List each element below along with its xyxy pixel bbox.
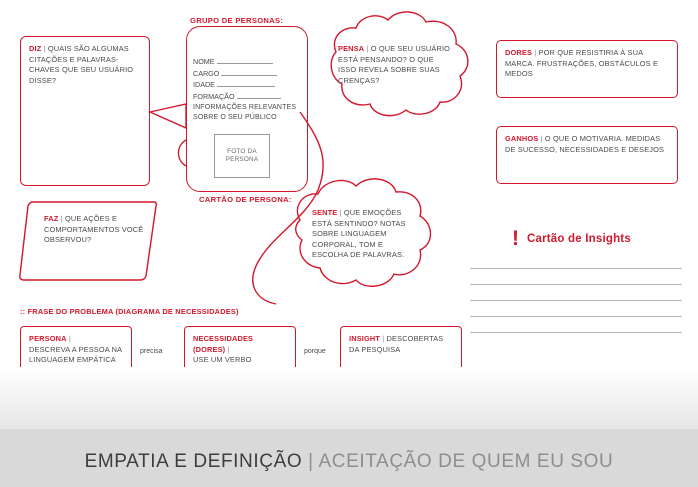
field-rule <box>237 91 281 99</box>
block-dores <box>496 40 678 98</box>
problem-necessidades-text <box>193 334 287 366</box>
insights-header <box>512 228 688 249</box>
block-sente-text <box>312 208 416 261</box>
block-ganhos <box>496 126 678 184</box>
insights-title: Cartão de Insights <box>527 232 631 245</box>
block-ganhos-text <box>505 134 669 155</box>
field-rule <box>217 79 275 87</box>
block-ganhos-lead: GANHOS <box>505 134 539 143</box>
block-faz-text <box>44 214 144 246</box>
footer-title-bar: | <box>308 451 314 472</box>
persona-photo-placeholder <box>214 134 270 178</box>
connector-porque: porque <box>304 348 326 355</box>
insight-line <box>470 268 682 269</box>
block-diz-text <box>29 44 141 86</box>
block-sente-sep: | <box>339 208 342 217</box>
block-faz-body: QUE AÇÕES E COMPORTAMENTOS VOCÊ OBSERVOU? <box>44 214 144 244</box>
block-pensa-body: O QUE SEU USUÁRIO ESTÁ PENSANDO? O QUE ISSO REVELA SOBRE SUAS CRENÇAS? <box>338 44 451 85</box>
block-diz-lead: DIZ <box>29 44 42 53</box>
problem-necessidades-body: USE UM VERBO <box>193 355 252 364</box>
connector-precisa: precisa <box>140 348 163 355</box>
heading-grupo-personas: GRUPO DE PERSONAS: <box>190 16 284 25</box>
field-rule <box>221 68 277 76</box>
heading-cartao-persona: CARTÃO DE PERSONA: <box>199 195 292 204</box>
problem-necessidades-sep: | <box>227 344 230 354</box>
block-pensa-sep: | <box>366 44 369 53</box>
photo-label: FOTO DA PERSONA <box>225 147 259 163</box>
block-dores-sep: | <box>534 48 537 57</box>
heading-frase-problema: :: FRASE DO PROBLEMA (DIAGRAMA DE NECESSIDADES) <box>20 307 239 316</box>
persona-fields <box>193 56 301 102</box>
persona-note: INFORMAÇÕES RELEVANTES SOBRE O SEU PÚBLICO <box>193 104 297 121</box>
insights-lines <box>470 268 682 333</box>
block-faz-sep: | <box>60 214 63 223</box>
block-pensa-text <box>338 44 454 86</box>
persona-field-idade: IDADE <box>193 79 301 91</box>
block-dores-body: POR QUE RESISTIRIA À SUA MARCA. FRUSTRAÇÕES, OBSTÁCULOS E MEDOS <box>505 48 659 78</box>
problem-persona-body: DESCREVA A PESSOA NA LINGUAGEM EMPÁTICA <box>29 344 122 364</box>
block-diz-body: QUAIS SÃO ALGUMAS CITAÇÕES E PALAVRAS-CHAVES QUE SEU USUÁRIO DISSE? <box>29 44 134 85</box>
block-faz-lead: FAZ <box>44 214 59 223</box>
block-ganhos-body: O QUE O MOTIVARIA. MEDIDAS DE SUCESSO, NECESSIDADES E DESEJOS <box>505 134 665 154</box>
insight-line <box>470 332 682 333</box>
problem-insight-lead: INSIGHT <box>349 334 381 343</box>
persona-field-nome: NOME <box>193 56 301 68</box>
persona-field-formacao: FORMAÇÃO <box>193 91 301 103</box>
footer-gradient <box>0 367 698 429</box>
problem-insight-text <box>349 334 453 355</box>
problem-insight-sep: | <box>382 334 385 343</box>
footer-subtitle: ACEITAÇÃO DE QUEM EU SOU <box>318 451 614 472</box>
exclamation-icon: ! <box>512 227 519 250</box>
footer-title <box>0 451 698 473</box>
problem-insight-body: DESCOBERTAS DA PESQUISA <box>349 334 444 354</box>
problem-necessidades-lead: NECESSIDADES (DORES) <box>193 334 254 354</box>
block-diz-sep: | <box>43 44 46 53</box>
persona-field-cargo: CARGO <box>193 68 301 80</box>
block-diz <box>20 36 150 186</box>
block-dores-lead: DORES <box>505 48 533 57</box>
block-sente-body: QUE EMOÇÕES ESTÁ SENTINDO? NOTAS SOBRE LINGUAGEM CORPORAL, TOM E ESCOLHA DE PALAVRAS. <box>312 208 406 259</box>
insight-line <box>470 316 682 317</box>
block-pensa-lead: PENSA <box>338 44 365 53</box>
problem-persona-lead: PERSONA <box>29 334 67 343</box>
problem-persona-sep: | <box>68 334 71 343</box>
insight-line <box>470 284 682 285</box>
insight-line <box>470 300 682 301</box>
block-ganhos-sep: | <box>540 134 543 143</box>
block-dores-text <box>505 48 669 80</box>
block-sente-lead: SENTE <box>312 208 338 217</box>
problem-persona-text <box>29 334 123 366</box>
field-rule <box>217 56 273 64</box>
footer-title-main: EMPATIA E DEFINIÇÃO <box>84 451 303 472</box>
